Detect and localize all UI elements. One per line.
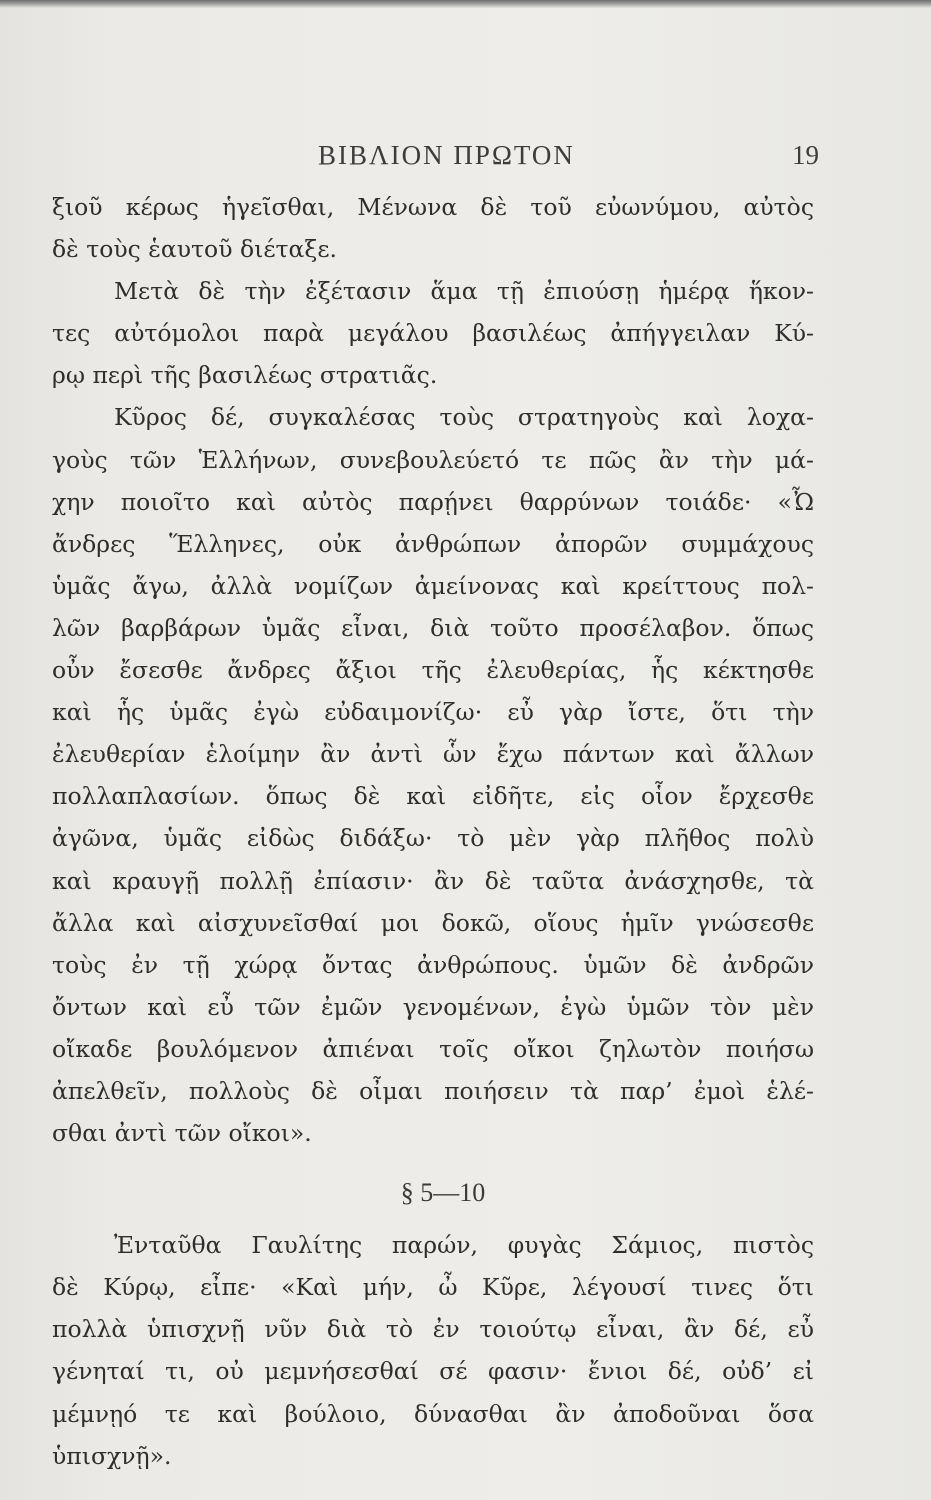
text-line: δὲ Κύρῳ, εἶπε· «Καὶ μήν, ὦ Κῦρε, λέγουσί τινες ὅτι [52, 1273, 814, 1302]
text-line: πολλαπλασίων. ὅπως δὲ καὶ εἰδῆτε, εἰς οἷον ἔρχεσθε [52, 782, 814, 811]
paragraph [52, 396, 814, 1154]
text-line: ἄνδρες Ἕλληνες, οὐκ ἀνθρώπων ἀπορῶν συμμάχους [52, 529, 814, 558]
text-line: τοὺς ἐν τῇ χώρᾳ ὄντας ἀνθρώπους. ὑμῶν δὲ ἀνδρῶν [52, 950, 814, 979]
page-number: 19 [792, 140, 819, 170]
paragraph [52, 1224, 814, 1477]
text-line: δὲ τοὺς ἑαυτοῦ διέταξε. [52, 235, 337, 264]
text-line: Ἐνταῦθα Γαυλίτης παρών, φυγὰς Σάμιος, πιστὸς [114, 1231, 814, 1260]
paragraph [52, 270, 814, 396]
section-heading: § 5—10 [400, 1178, 486, 1208]
running-head-title: ΒΙΒΛΙΟΝ ΠΡΩΤΟΝ [318, 140, 575, 170]
running-head [0, 140, 931, 180]
text-line: καὶ ἧς ὑμᾶς ἐγὼ εὐδαιμονίζω· εὖ γὰρ ἴστε, ὅτι τὴν [52, 698, 814, 727]
text-line: σθαι ἀντὶ τῶν οἴκοι». [52, 1119, 312, 1148]
text-line: ἐλευθερίαν ἑλοίμην ἂν ἀντὶ ὧν ἔχω πάντων καὶ ἄλλων [52, 740, 814, 769]
text-line: ἄλλα καὶ αἰσχυνεῖσθαί μοι δοκῶ, οἵους ἡμῖν γνώσεσθε [52, 908, 814, 937]
text-line: ὑπισχνῇ». [52, 1441, 172, 1470]
section-text [52, 1224, 814, 1477]
text-line: οὖν ἔσεσθε ἄνδρες ἄξιοι τῆς ἐλευθερίας, ἧς κέκτησθε [52, 656, 814, 685]
paragraph [52, 186, 814, 270]
body-text [52, 186, 814, 1477]
main-text [52, 186, 814, 1154]
text-line: ξιοῦ κέρως ἡγεῖσθαι, Μένωνα δὲ τοῦ εὐωνύμου, αὐτὸς [52, 193, 814, 221]
text-line: ὄντων καὶ εὖ τῶν ἐμῶν γενομένων, ἐγὼ ὑμῶν τὸν μὲν [52, 992, 814, 1021]
text-line: ρῳ περὶ τῆς βασιλέως στρατιᾶς. [52, 361, 438, 390]
text-line: ἀγῶνα, ὑμᾶς εἰδὼς διδάξω· τὸ μὲν γὰρ πλῆθος πολὺ [52, 824, 814, 853]
text-line: Κῦρος δέ, συγκαλέσας τοὺς στρατηγοὺς καὶ λοχα- [114, 403, 814, 432]
text-line: πολλὰ ὑπισχνῇ νῦν διὰ τὸ ἐν τοιούτῳ εἶναι, ἂν δέ, εὖ [52, 1315, 814, 1344]
text-line: χην ποιοῖτο καὶ αὐτὸς παρῄνει θαρρύνων τοιάδε· «Ὦ [52, 487, 814, 516]
text-line: γοὺς τῶν Ἑλλήνων, συνεβουλεύετό τε πῶς ἂν τὴν μά- [52, 445, 814, 474]
text-line: οἴκαδε βουλόμενον ἀπιέναι τοῖς οἴκοι ζηλωτὸν ποιήσω [52, 1034, 814, 1063]
text-line: ἀπελθεῖν, πολλοὺς δὲ οἶμαι ποιήσειν τὰ παρ’ ἐμοὶ ἑλέ- [52, 1076, 814, 1105]
text-line: λῶν βαρβάρων ὑμᾶς εἶναι, διὰ τοῦτο προσέλαβον. ὅπως [52, 613, 814, 642]
text-line: ὑμᾶς ἄγω, ἀλλὰ νομίζων ἀμείνονας καὶ κρείττους πολ- [52, 571, 814, 600]
text-line: τες αὐτόμολοι παρὰ μεγάλου βασιλέως ἀπήγγειλαν Κύ- [52, 319, 814, 348]
text-line: γένηταί τι, οὐ μεμνήσεσθαί σέ φασιν· ἔνιοι δέ, οὐδ’ εἰ [52, 1357, 814, 1386]
page-top-edge [0, 0, 931, 8]
text-line: μέμνῃό τε καὶ βούλοιο, δύνασθαι ἂν ἀποδοῦναι ὅσα [52, 1399, 814, 1428]
text-line: καὶ κραυγῇ πολλῇ ἐπίασιν· ἂν δὲ ταῦτα ἀνάσχησθε, τὰ [52, 866, 814, 895]
text-line: Μετὰ δὲ τὴν ἐξέτασιν ἅμα τῇ ἐπιούσῃ ἡμέρᾳ ἥκον- [114, 277, 814, 306]
